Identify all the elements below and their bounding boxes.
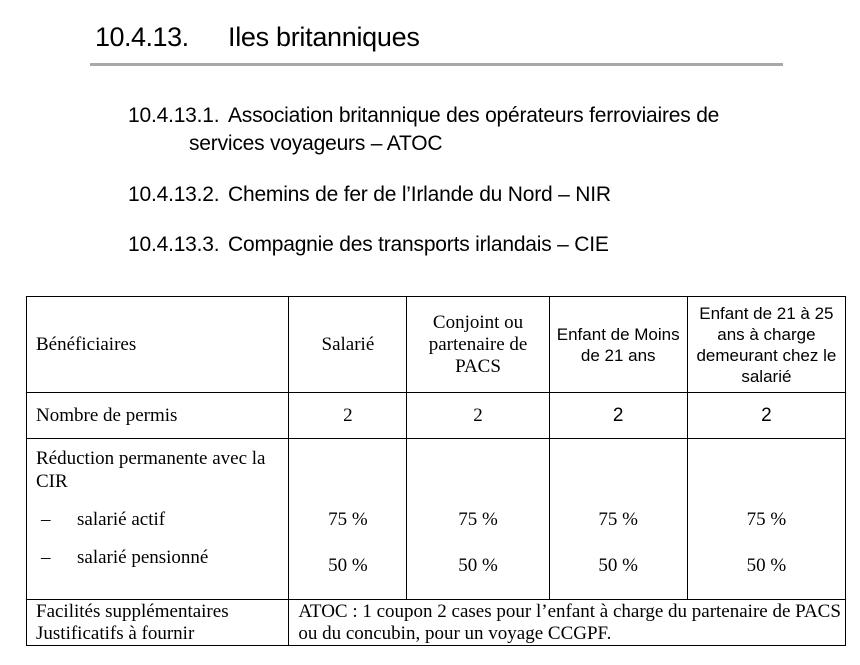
subsection-number: 10.4.13.3.: [128, 233, 220, 256]
active-rate: 75 %: [598, 509, 638, 530]
subsection-number: 10.4.13.1.: [128, 104, 220, 127]
header-conjoint: Conjoint ou partenaire de PACS: [407, 297, 549, 393]
subsection-title-continued: services voyageurs – ATOC: [189, 132, 443, 155]
subsection-title: Association britannique des opérateurs ferroviaires de: [228, 104, 720, 127]
section-number: 10.4.13.: [95, 22, 189, 52]
retired-rate: 50 %: [328, 555, 368, 576]
facilities-details: ATOC : 1 coupon 2 cases pour l’enfant à charge du partenaire de PACS ou du concubin, pour un voyage CCGPF.: [289, 600, 846, 646]
header-beneficiaires: Bénéficiaires: [27, 297, 289, 393]
active-employee-label: salarié actif: [77, 509, 166, 530]
active-rate: 75 %: [328, 509, 368, 530]
header-salarie: Salarié: [289, 297, 407, 393]
table-row: [27, 600, 846, 646]
header-enfant-moins-21: Enfant de Moins de 21 ans: [549, 297, 687, 393]
table-row: [27, 393, 846, 439]
reduction-label: Réduction permanente avec la CIR: [36, 448, 266, 492]
permits-salarie: 2: [289, 393, 407, 439]
section-title: Iles britanniques: [228, 22, 420, 52]
reduction-enfant-21-25: [687, 439, 845, 600]
bullet-dash: –: [41, 547, 51, 568]
permits-enfant-21-25: 2: [687, 393, 845, 439]
retired-employee-label: salarié pensionné: [77, 547, 209, 568]
reduction-conjoint: [407, 439, 549, 600]
reduction-salarie: [289, 439, 407, 600]
permits-enfant-moins-21: 2: [549, 393, 687, 439]
subsection-title: Chemins de fer de l’Irlande du Nord – NIR: [228, 183, 611, 206]
subsection-title: Compagnie des transports irlandais – CIE: [228, 233, 609, 256]
header-enfant-21-25: Enfant de 21 à 25 ans à charge demeurant chez le salarié: [687, 297, 845, 393]
facilities-label: Facilités supplémentaires: [36, 600, 229, 622]
documents-label: Justificatifs à fournir: [36, 622, 195, 644]
active-rate: 75 %: [746, 509, 787, 530]
active-rate: 75 %: [458, 509, 498, 530]
benefits-table: [26, 296, 846, 646]
row-label-reduction: [27, 439, 289, 600]
table-row: [27, 439, 846, 600]
retired-rate: 50 %: [458, 555, 498, 576]
bullet-dash: –: [41, 509, 51, 530]
row-label-permits: Nombre de permis: [27, 393, 289, 439]
permits-conjoint: 2: [407, 393, 549, 439]
section-divider: [90, 63, 783, 66]
reduction-enfant-moins-21: [549, 439, 687, 600]
retired-rate: 50 %: [746, 555, 787, 576]
subsection-number: 10.4.13.2.: [128, 183, 220, 206]
table-header-row: [27, 297, 846, 393]
retired-rate: 50 %: [598, 555, 638, 576]
row-label-facilities: [27, 600, 289, 646]
